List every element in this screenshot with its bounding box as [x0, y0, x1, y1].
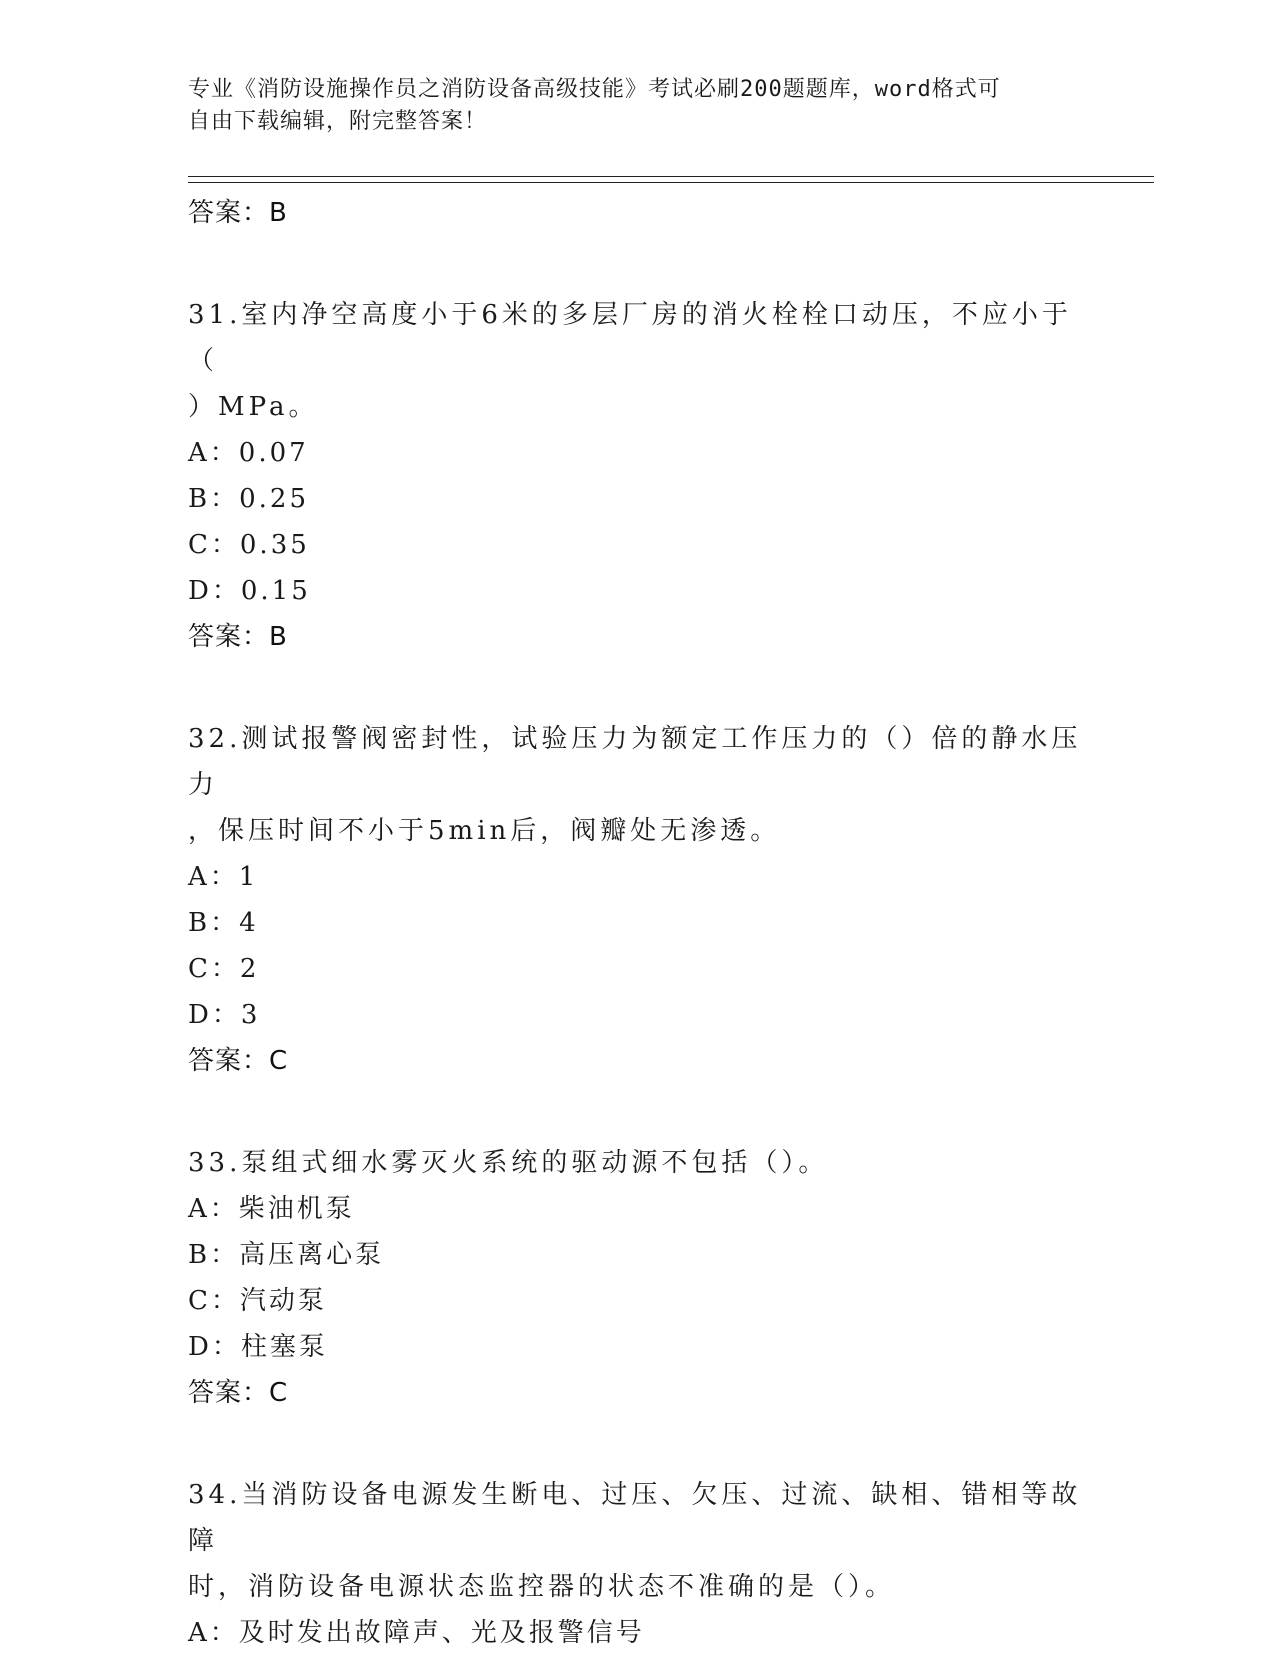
- question-33: [188, 1140, 1088, 1416]
- option-b: B：高压离心泵: [188, 1240, 385, 1270]
- option-c: C：汽动泵: [188, 1286, 327, 1316]
- answer-previous: 答案：B: [188, 198, 288, 228]
- document-header: [188, 74, 1088, 138]
- option-b: B：4: [188, 908, 259, 938]
- question-stem: 34.当消防设备电源发生断电、过压、欠压、过流、缺相、错相等故障 时，消防设备电源状态监控器的状态不准确的是（）。: [188, 1480, 1082, 1602]
- option-a: A：柴油机泵: [188, 1194, 355, 1224]
- header-divider-top: [188, 176, 1154, 177]
- question-list: [188, 190, 1088, 1656]
- option-c: C：2: [188, 954, 260, 984]
- answer: 答案：B: [188, 622, 288, 652]
- header-line-2: 自由下载编辑，附完整答案！: [188, 109, 488, 134]
- question-32: [188, 716, 1088, 1084]
- option-a: A：0.07: [188, 438, 309, 468]
- option-c: C：0.35: [188, 530, 310, 560]
- option-b: B：0.25: [188, 484, 309, 514]
- question-stem: 33.泵组式细水雾灭火系统的驱动源不包括（）。: [188, 1148, 829, 1178]
- question-stem: 32.测试报警阀密封性，试验压力为额定工作压力的（）倍的静水压力 ，保压时间不小于5min后，阀瓣处无渗透。: [188, 724, 1082, 846]
- question-31: [188, 292, 1088, 660]
- header-divider-bottom: [188, 182, 1154, 183]
- question-34: [188, 1472, 1088, 1656]
- option-a: A：及时发出故障声、光及报警信号: [188, 1618, 645, 1648]
- option-d: D：柱塞泵: [188, 1332, 328, 1362]
- question-stem: 31.室内净空高度小于6米的多层厂房的消火栓栓口动压，不应小于（ ）MPa。: [188, 300, 1072, 422]
- answer: 答案：C: [188, 1378, 289, 1408]
- answer: 答案：C: [188, 1046, 289, 1076]
- header-line-1: 专业《消防设施操作员之消防设备高级技能》考试必刷200题题库，word格式可: [188, 77, 1001, 102]
- option-d: D：0.15: [188, 576, 311, 606]
- option-d: D：3: [188, 1000, 261, 1030]
- option-a: A：1: [188, 862, 259, 892]
